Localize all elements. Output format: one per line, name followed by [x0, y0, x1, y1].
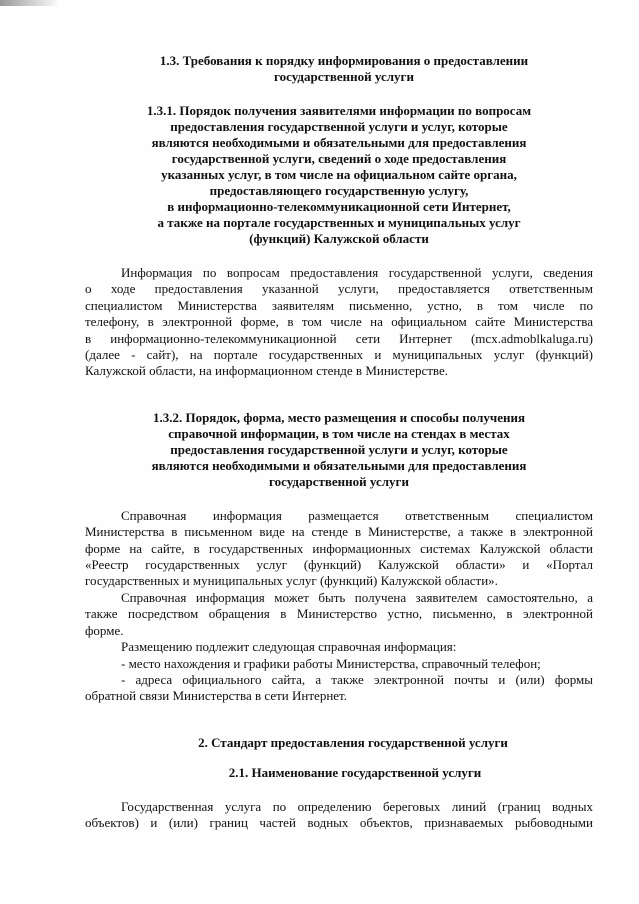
paragraph-line: Справочная информация может быть получена заявителем самостоятельно, а — [121, 589, 593, 605]
heading-line: государственной услуги — [274, 69, 414, 84]
paragraph-line: Калужской области, на информационном стенде в Министерстве. — [85, 363, 449, 379]
section-2-1-heading — [117, 765, 593, 781]
section-2-1-paragraph — [85, 799, 593, 832]
document-body — [85, 53, 593, 832]
section-1-3-2-paragraph-2 — [85, 590, 593, 639]
heading-line: справочной информации, в том числе на стендах в местах — [168, 425, 510, 441]
heading-line: 1.3.1. Порядок получения заявителями информации по вопросам — [146, 103, 532, 118]
paragraph-line: (далее - сайт), на портале государственных и муниципальных услуг (функций) — [85, 347, 593, 363]
paragraph-line: Информация по вопросам предоставления государственной услуги, сведения — [121, 265, 593, 280]
section-1-3-2-paragraph-3 — [85, 639, 593, 655]
scan-artifact — [0, 0, 60, 6]
heading-line: в информационно-телекоммуникационной сети Интернет, — [167, 199, 511, 214]
section-1-3-1-paragraph — [85, 265, 593, 380]
section-1-3-2-heading — [85, 410, 593, 490]
paragraph-line: «Реестр государственных услуг (функций) Калужской области» и «Портал — [85, 557, 593, 573]
heading-line: указанных услуг, в том числе на официальном сайте органа, — [161, 167, 517, 182]
paragraph-line: обратной связи Министерства в сети Интернет. — [85, 688, 347, 704]
paragraph-line: Справочная информация размещается ответственным специалистом — [121, 507, 593, 523]
paragraph-line: телефону, в электронной форме, в том числе на официальном сайте Министерства — [85, 314, 593, 330]
list-item — [85, 672, 593, 705]
heading-line: 1.3. Требования к порядку информирования о предоставлении — [159, 53, 529, 68]
heading-line: (функций) Калужской области — [249, 231, 429, 246]
paragraph-line: в информационно-телекоммуникационной сети Интернет (mcx.admoblkaluga.ru) — [85, 330, 593, 346]
heading-line: являются необходимыми и обязательными для предоставления — [151, 457, 527, 473]
heading-line: предоставления государственной услуги и услуг, которые — [170, 441, 508, 457]
heading-line: а также на портале государственных и муниципальных услуг — [157, 215, 521, 230]
list-item — [85, 656, 593, 672]
heading-line: предоставления государственной услуги и услуг, которые — [170, 119, 508, 134]
paragraph-line: специалистом Министерства заявителям письменно, устно, в том числе по — [85, 297, 593, 313]
paragraph-line: Министерства в письменном виде на стенде в Министерстве, а также в электронной — [85, 524, 593, 540]
paragraph-line: - адреса официального сайта, а также электронной почты и (или) формы — [121, 671, 593, 687]
section-1-3-2-paragraph-1 — [85, 508, 593, 590]
section-2-heading — [113, 735, 593, 751]
section-1-3-heading — [95, 53, 593, 85]
heading-line: 2.1. Наименование государственной услуги — [228, 764, 482, 780]
paragraph-line: о ходе предоставления указанной услуги, предоставляется ответственным — [85, 281, 593, 297]
heading-line: предоставляющего государственную услугу, — [209, 183, 469, 198]
section-1-3-1-heading — [85, 103, 593, 247]
heading-line: 1.3.2. Порядок, форма, место размещения и способы получения — [152, 409, 526, 425]
heading-line: 2. Стандарт предоставления государственной услуги — [198, 734, 508, 750]
paragraph-line: форме. — [85, 622, 124, 638]
paragraph-line: объектов) и (или) границ частей водных объектов, признаваемых рыбоводными — [85, 815, 593, 831]
paragraph-line: Государственная услуга по определению береговых линий (границ водных — [121, 798, 593, 814]
heading-line: государственной услуги, сведений о ходе предоставления — [171, 151, 507, 166]
heading-line: являются необходимыми и обязательными для предоставления — [151, 135, 527, 150]
paragraph-line: государственных и муниципальных услуг (функций) Калужской области». — [85, 573, 498, 589]
paragraph-line: Размещению подлежит следующая справочная информация: — [121, 639, 457, 655]
paragraph-line: - место нахождения и графики работы Министерства, справочный телефон; — [121, 655, 541, 671]
heading-line: государственной услуги — [269, 473, 409, 489]
paragraph-line: также посредством обращения в Министерство устно, письменно, в электронной — [85, 606, 593, 622]
paragraph-line: форме на сайте, в государственных информационных системах Калужской области — [85, 540, 593, 556]
